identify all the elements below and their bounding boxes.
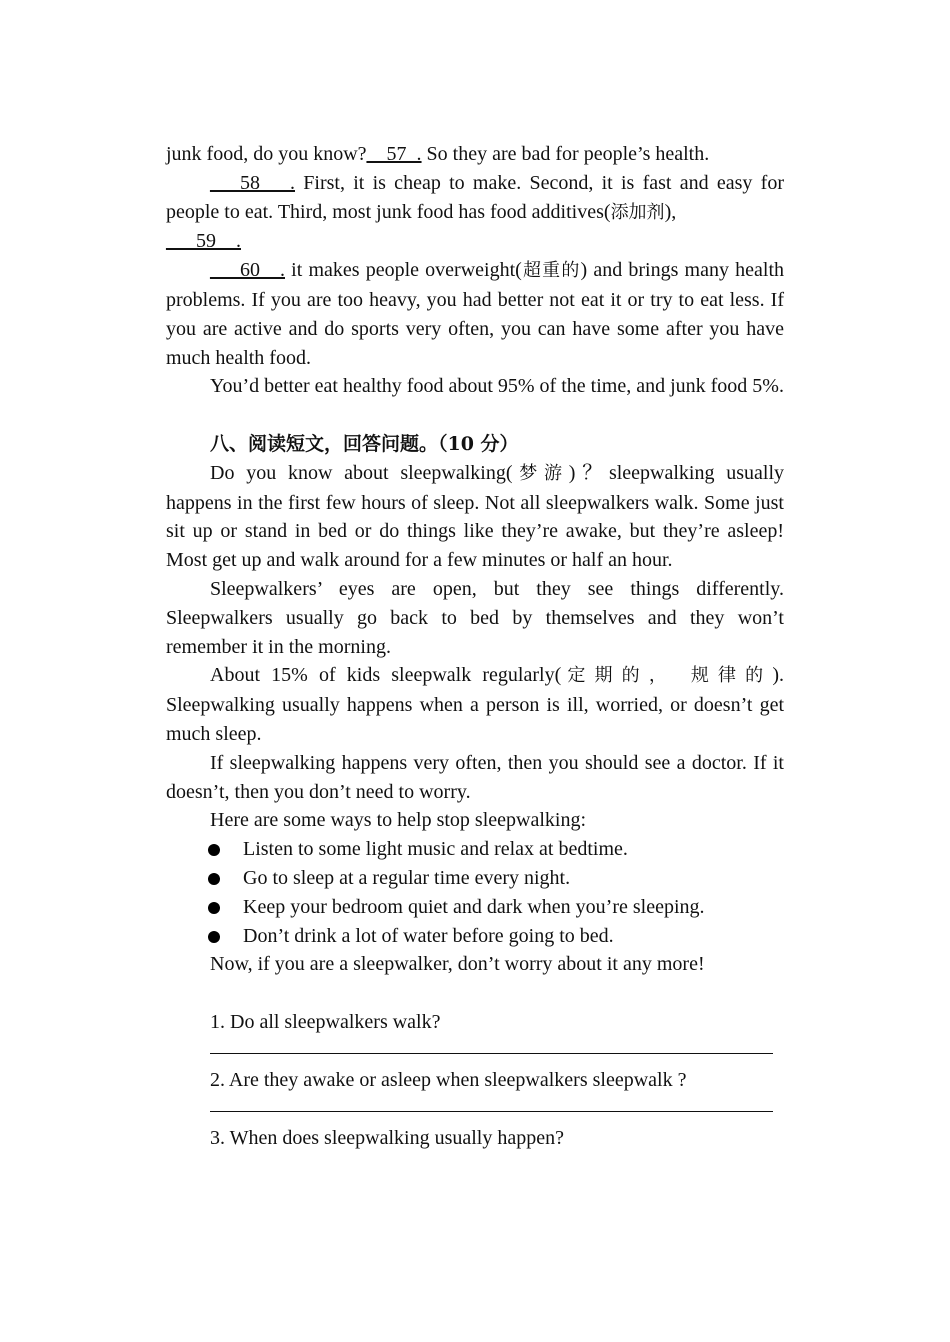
- reading-paragraph-2: Sleepwalkers’ eyes are open, but they see things differently. Sleepwalkers usually go back to bed by themselves and they won’t remember it in the morning.: [166, 577, 784, 658]
- spacer: [166, 401, 784, 430]
- document-page: [166, 140, 784, 1152]
- reading-text: )？sleepwalking usually happens in the first few hours of sleep. Not all sleepwalkers walk. Some just sit up or stand in bed or do things like they’re awake, but they’re asleep! Most get up and walk around for a few minutes or half an hour.: [166, 461, 784, 572]
- blank-58[interactable]: ___58___.: [210, 171, 295, 194]
- reading-paragraph-4: If sleepwalking happens very often, then you should see a doctor. If it doesn’t, then you don’t need to worry.: [166, 751, 784, 803]
- list-item-text: Go to sleep at a regular time every night.: [243, 866, 571, 889]
- question-3: 3. When does sleepwalking usually happen?: [210, 1126, 564, 1149]
- list-item: [204, 864, 784, 893]
- cloze-text: it makes people overweight(: [285, 259, 522, 282]
- blank-59[interactable]: ___59__.: [166, 230, 241, 253]
- spacer: [166, 979, 784, 1008]
- tips-list: [166, 835, 784, 950]
- list-item-text: Keep your bedroom quiet and dark when you’re sleeping.: [243, 895, 705, 918]
- chinese-gloss: 添加剂: [610, 201, 665, 223]
- answer-line-2[interactable]: [210, 1095, 773, 1112]
- cloze-paragraph-4: You’d better eat healthy food about 95% of the time, and junk food 5%.: [210, 375, 784, 398]
- question-1: 1. Do all sleepwalkers walk?: [210, 1010, 441, 1033]
- blank-57[interactable]: __57_.: [366, 143, 422, 165]
- bullet-icon: [208, 844, 220, 856]
- chinese-gloss: 超重的: [521, 260, 581, 282]
- cloze-text: ),: [664, 200, 677, 223]
- bullet-icon: [208, 931, 220, 943]
- list-item: [204, 835, 784, 864]
- blank-60[interactable]: ___60__.: [210, 259, 285, 282]
- cloze-text: So they are bad for people’s health.: [421, 143, 710, 165]
- list-item-text: Don’t drink a lot of water before going to bed.: [243, 924, 614, 947]
- cloze-paragraph-3: [166, 256, 784, 372]
- cloze-text: First, it is cheap to make. Second, it is fast and easy for people to eat. Third, most junk food has food additives(: [166, 171, 784, 223]
- chinese-gloss: 梦游: [512, 462, 569, 484]
- bullet-icon: [208, 873, 220, 885]
- reading-paragraph-1: [166, 459, 784, 575]
- reading-text: ). Sleepwalking usually happens when a person is ill, worried, or doesn’t get much sleep.: [166, 664, 784, 745]
- section-heading: 八、阅读短文，回答问题。（10 分）: [210, 432, 519, 455]
- closing-line: Now, if you are a sleepwalker, don’t worry about it any more!: [210, 953, 705, 976]
- reading-paragraph-5: Here are some ways to help stop sleepwalking:: [210, 809, 587, 832]
- cloze-paragraph-2: [166, 169, 784, 256]
- list-item-text: Listen to some light music and relax at bedtime.: [243, 838, 628, 861]
- cloze-text: ) and brings many health problems. If you are too heavy, you had better not eat it or try to eat less. If you are active and do sports very often, you can have some after you have much health food.: [166, 259, 785, 369]
- reading-text: About 15% of kids sleepwalk regularly(: [210, 664, 562, 687]
- list-item: [204, 922, 784, 951]
- chinese-gloss: 定期的， 规律的: [561, 665, 773, 687]
- bullet-icon: [208, 902, 220, 914]
- reading-paragraph-3: [166, 661, 784, 748]
- reading-text: Do you know about sleepwalking(: [210, 461, 513, 484]
- cloze-paragraph-1: [166, 140, 784, 169]
- answer-line-1[interactable]: [210, 1037, 773, 1054]
- question-2: 2. Are they awake or asleep when sleepwalkers sleepwalk ?: [210, 1068, 687, 1091]
- cloze-text: junk food, do you know?: [166, 143, 367, 165]
- list-item: [204, 893, 784, 922]
